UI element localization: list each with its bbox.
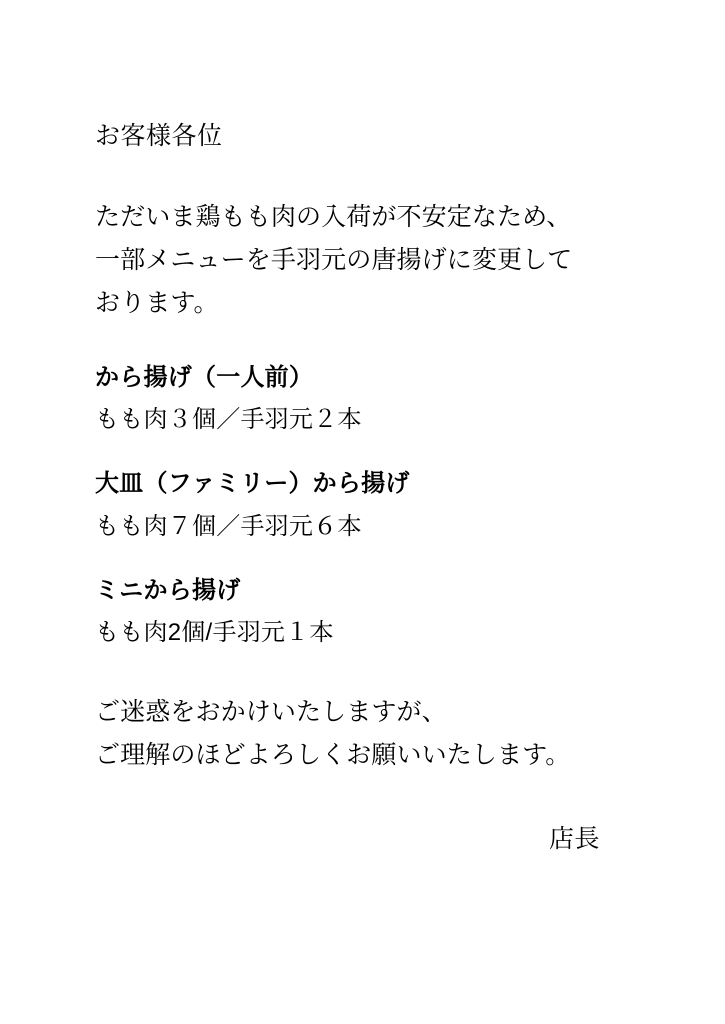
closing-line-2: ご理解のほどよろしくお願いいたします。 [95, 740, 571, 769]
intro-line-2: 一部メニューを手羽元の唐揚げに変更して [95, 245, 573, 274]
menu-item [95, 359, 630, 440]
closing-paragraph [95, 691, 630, 777]
menu-item-title: 大皿（ファミリー）から揚げ [95, 470, 410, 498]
menu-item-title: ミニから揚げ [95, 577, 241, 605]
intro-paragraph [95, 196, 630, 325]
intro-line-3: おります。 [95, 288, 219, 317]
salutation: お客様各位 [95, 122, 223, 150]
menu-item-detail: もも肉７個／手羽元６本 [95, 512, 362, 540]
menu-item-detail: もも肉３個／手羽元２本 [95, 405, 362, 433]
intro-line-1: ただいま鶏もも肉の入荷が不安定なため、 [95, 202, 572, 231]
menu-item [95, 572, 630, 653]
menu-item-title: から揚げ（一人前） [95, 363, 314, 391]
menu-item-detail: もも肉2個/手羽元１本 [95, 619, 334, 647]
closing-line-1: ご迷惑をおかけいたしますが、 [95, 697, 447, 726]
menu-item [95, 465, 630, 546]
signature: 店長 [548, 824, 600, 853]
